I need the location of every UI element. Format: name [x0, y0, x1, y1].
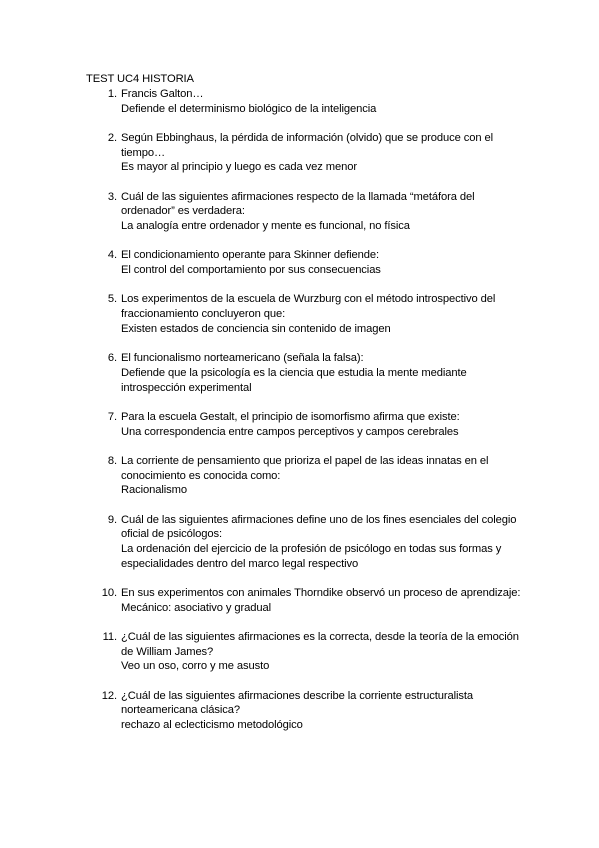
- answer-text: La analogía entre ordenador y mente es funcional, no física: [121, 220, 410, 233]
- question-number: 4.: [107, 249, 117, 262]
- question-item-6: [0, 351, 599, 395]
- question-body: [121, 410, 521, 439]
- answer-text: Una correspondencia entre campos perceptivos y campos cerebrales: [121, 425, 459, 438]
- question-item-3: [0, 190, 599, 234]
- question-text: En sus experimentos con animales Thorndike observó un proceso de aprendizaje:: [121, 586, 521, 599]
- question-body: [121, 292, 521, 336]
- question-item-10: [0, 586, 599, 615]
- question-list: [0, 87, 599, 747]
- question-item-7: [0, 410, 599, 439]
- question-number: 5.: [107, 293, 117, 306]
- answer-text: Mecánico: asociativo y gradual: [121, 601, 271, 614]
- question-body: [121, 351, 521, 395]
- question-item-9: [0, 513, 599, 572]
- question-body: [121, 190, 521, 234]
- question-text: El funcionalismo norteamericano (señala la falsa):: [121, 352, 364, 365]
- answer-text: rechazo al eclecticismo metodológico: [121, 719, 303, 732]
- question-number: 7.: [107, 410, 117, 423]
- question-text: El condicionamiento operante para Skinner defiende:: [121, 249, 379, 262]
- question-body: [121, 630, 521, 674]
- answer-text: Defiende que la psicología es la ciencia que estudia la mente mediante introspección experimental: [121, 366, 467, 394]
- question-text: Cuál de las siguientes afirmaciones define uno de los fines esenciales del colegio oficial de psicólogos:: [121, 513, 517, 541]
- question-item-11: [0, 630, 599, 674]
- question-number: 9.: [107, 513, 117, 526]
- answer-text: El control del comportamiento por sus consecuencias: [121, 264, 381, 277]
- answer-text: Racionalismo: [121, 484, 187, 497]
- answer-text: Existen estados de conciencia sin contenido de imagen: [121, 322, 391, 335]
- question-text: Francis Galton…: [121, 88, 204, 100]
- question-number: 3.: [107, 190, 117, 203]
- question-body: [121, 586, 521, 615]
- question-item-4: [0, 248, 599, 277]
- question-body: [121, 248, 521, 277]
- answer-text: Veo un oso, corro y me asusto: [121, 660, 270, 673]
- question-text: ¿Cuál de las siguientes afirmaciones describe la corriente estructuralista norteamericana clásica?: [121, 689, 474, 717]
- document-title: TEST UC4 HISTORIA: [86, 73, 194, 85]
- question-text: Según Ebbinghaus, la pérdida de información (olvido) que se produce con el tiempo…: [121, 132, 493, 159]
- answer-text: Es mayor al principio y luego es cada vez menor: [121, 161, 357, 174]
- question-text: Cuál de las siguientes afirmaciones respecto de la llamada “metáfora del ordenador” es verdadera:: [121, 190, 475, 218]
- question-body: [121, 131, 521, 175]
- question-item-5: [0, 292, 599, 336]
- answer-text: La ordenación del ejercicio de la profesión de psicólogo en todas sus formas y especialidades dentro del marco legal respectivo: [121, 542, 502, 570]
- question-item-1: [0, 87, 599, 116]
- answer-text: Defiende el determinismo biológico de la inteligencia: [121, 102, 377, 115]
- question-number: 8.: [107, 454, 117, 467]
- question-item-2: [0, 131, 599, 175]
- question-number: 12.: [101, 689, 117, 702]
- question-number: 1.: [107, 88, 117, 100]
- question-body: [121, 513, 521, 572]
- question-number: 10.: [101, 586, 117, 599]
- question-text: La corriente de pensamiento que prioriza el papel de las ideas innatas en el conocimiento es conocida como:: [121, 454, 489, 482]
- question-body: [121, 87, 521, 116]
- question-number: 6.: [107, 352, 117, 365]
- question-text: Los experimentos de la escuela de Wurzburg con el método introspectivo del fraccionamiento concluyeron que:: [121, 293, 496, 321]
- question-text: ¿Cuál de las siguientes afirmaciones es la correcta, desde la teoría de la emoción de William James?: [121, 630, 519, 658]
- question-body: [121, 689, 521, 733]
- question-text: Para la escuela Gestalt, el principio de isomorfismo afirma que existe:: [121, 410, 460, 423]
- question-item-12: [0, 689, 599, 733]
- question-number: 11.: [102, 630, 117, 643]
- question-body: [121, 454, 521, 498]
- question-number: 2.: [107, 132, 117, 144]
- question-item-8: [0, 454, 599, 498]
